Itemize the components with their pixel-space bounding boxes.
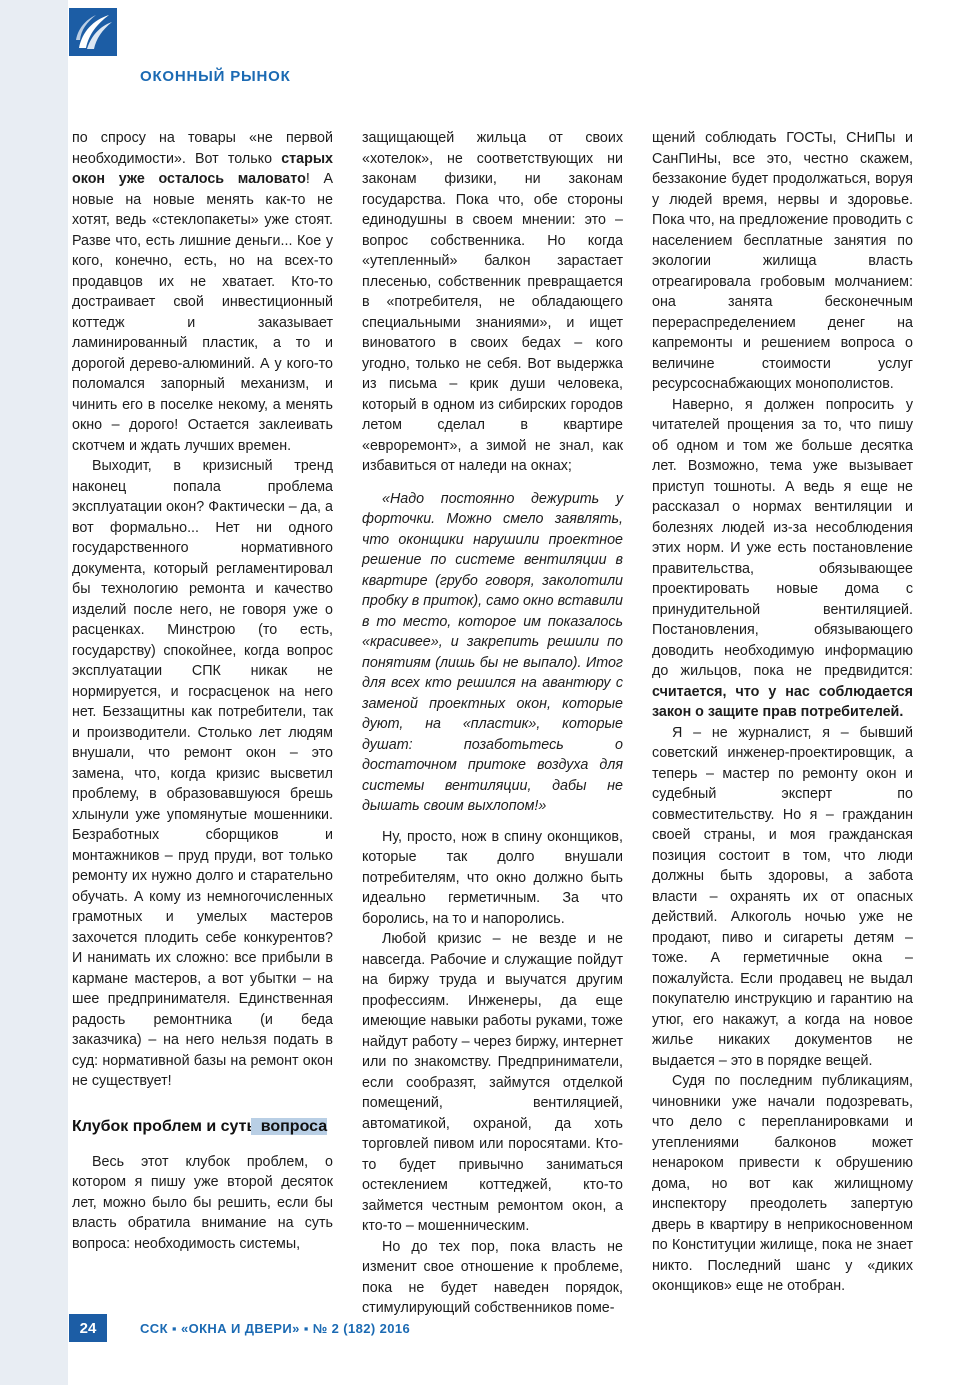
article-column-2 bbox=[362, 128, 623, 1319]
text-run: по спросу на товары «не первой необходимости». Вот только bbox=[72, 130, 333, 167]
text-run: Но до тех пор, пока власть не изменит свое отношение к проблеме, пока не будет наведен порядок, стимулирующий собственников поме- bbox=[362, 1238, 623, 1316]
paragraph bbox=[652, 1071, 913, 1297]
publisher-logo bbox=[69, 8, 117, 56]
text-run: «Надо постоянно дежурить у форточки. Можно смело заявлять, что оконщики нарушили проектное решение по системе вентиляции в квартире (грубо говоря, заколотили пробку в приток), само окно вставили в то место, которое им показалось «красивее», и закрепить решили по понятиям (лишь бы не выпало). Итог для всех кто решился на авантюру с заменой проектных окон, которые дуют, на «пластик», которые душат: позаботьтесь о достаточном притоке воздуха для системы вентиляции, дабы не дышать своим выхлопом!» bbox=[362, 490, 623, 814]
text-run: Клубок проблем и суть bbox=[72, 1117, 261, 1135]
paragraph bbox=[652, 395, 913, 723]
section-heading bbox=[72, 1116, 333, 1138]
text-run: ! А новые на новые менять как-то не хотят, ведь «стеклопакеты» уже стоят. Разве что, есть лишние деньги... Кое у кого, конечно, есть, но на всех-то продавцов их не хватает. Кто-то достраивает свой инвестиционный коттедж и заказывает ламинированный пластик, а то и дорогой дерево-алюминий. А у кого-то поломался запорный механизм, и чинить его в поселке некому, а менять окно – дорого! Остается заклеивать скотчем и ждать лучших времен. bbox=[72, 171, 333, 454]
text-run: Выходит, в кризисный тренд наконец попала проблема эксплуатации окон? Фактически – да, а вот формально... Нет ни одного государственного нормативного документа, который регламентировал бы технологию ремонта и качество изделий после него, не говоря уже о расценках. Минстрою (то есть, государству) спокойнее, когда вопрос эксплуатации СПК никак не нормируется, и госрасценок на него нет. Беззащитны как потребители, так и производители. Столько лет людям внушали, что ремонт окон – это замена, что, когда кризис высветил проблему, в образовавшуюся брешь хлынули уже упомянутые мошенники. Безработных сборщиков и монтажников – пруд пруди, вот только ремонту их нужно долго и старательно обучать. А кому из немногочисленных грамотных и умелых мастеров захочется плодить себе конкурентов? И нанимать их сложно: все прибыли в кармане мастеров, а вот убытки – на шее предпринимателя. Единственная радость ремонтника (и беда заказчика) – на него нельзя подать в суд: нормативной базы на ремонт окон не существует! bbox=[72, 458, 333, 1089]
paragraph bbox=[72, 128, 333, 456]
text-run: Судя по последним публикациям, чиновники уже начали подозревать, что дело с перепланировками и утеплениями балконов может ненароком привести к обрушению дома, но вот как жилищному инспектору преодолеть запертую дверь в квартиру в неприкосновенном по Конституции жилище, пока не знает никто. Последний шанс у «диких оконщиков» еще не отобран. bbox=[652, 1073, 913, 1294]
footer-journal-info: ССК ▪ «ОКНА И ДВЕРИ» ▪ № 2 (182) 2016 bbox=[140, 1321, 411, 1336]
section-label: ОКОННЫЙ РЫНОК bbox=[140, 68, 291, 85]
text-run: Наверно, я должен попросить у читателей прощения за то, что пишу об одном и том же больше десятка лет. Возможно, тема уже вызывает приступ тошноты. А ведь я еще не рассказал о нормах вентиляции и болезнях людей из-за несоблюдения этих норм. И уже есть постановление правительства, обязывающее проектировать новые дома с принудительной вентиляцией. Постановления, обязывающего доводить необходимую информацию до жильцов, пока не предвидится: bbox=[652, 396, 913, 679]
text-run: Я – не журналист, я – бывший советский инженер-проектировщик, а теперь – мастер по ремонту окон и судебный эксперт по совместительству. Но я – гражданин своей страны, и моя гражданская позиция состоит в том, что люди должны быть здоровы, а забота власти – охранять их от опасных действий. Алкоголь ночью уже не продают, пиво и сигареты детям – тоже. А герметичные окна – пожалуйста. Если продавец не выдал покупателю инструкцию и гарантию на утюг, его накажут, а когда на новое жилье никаких документов не выдается – это в порядке вещей. bbox=[652, 724, 913, 1069]
paragraph bbox=[652, 128, 913, 395]
page-number: 24 bbox=[69, 1314, 107, 1342]
paragraph bbox=[362, 489, 623, 817]
text-run: защищающей жильца от своих «хотелок», не соответствующих ни законам физики, ни законам государства. Пока что, обе стороны единодушны в своем мнении: это – вопрос собственника. Но когда «утепленный» балкон зарастает плесенью, собственник превращается в «потребителя, не обладающего специальными знаниями», и ищет виноватого в своих бедах – кого угодно, только не себя. Вот выдержка из письма – крик души человека, который в одном из сибирских городов летом сделал в квартире «евроремонт», а зимой не знал, как избавиться от наледи на окнах; bbox=[362, 130, 623, 474]
paragraph bbox=[72, 1152, 333, 1255]
paragraph bbox=[652, 723, 913, 1072]
paragraph bbox=[362, 1237, 623, 1319]
logo-swoosh-icon bbox=[69, 8, 117, 56]
paragraph bbox=[362, 929, 623, 1237]
left-margin-strip bbox=[0, 0, 68, 1385]
text-run: Весь этот клубок проблем, о котором я пишу уже второй десяток лет, можно было бы решить, если бы власть обратила внимание на суть вопроса: необходимость системы, bbox=[72, 1153, 333, 1252]
text-run: Ну, просто, нож в спину оконщиков, которые так долго внушали потребителям, что окно должно быть идеально герметичным. За что боролись, на то и напоролись. bbox=[362, 828, 623, 927]
paragraph bbox=[362, 827, 623, 930]
paragraph bbox=[362, 128, 623, 477]
paragraph bbox=[72, 456, 333, 1092]
article-column-1 bbox=[72, 128, 333, 1319]
bold-text: старых окон уже осталось маловато bbox=[72, 150, 333, 187]
article-body bbox=[72, 128, 914, 1319]
bold-text: считается, что у нас соблюдается закон о защите прав потребителей. bbox=[652, 683, 913, 720]
article-column-3 bbox=[652, 128, 913, 1319]
highlighted-text: вопроса bbox=[260, 1117, 328, 1135]
text-run: Любой кризис – не везде и не навсегда. Рабочие и служащие пойдут на биржу труда и выучатся другим профессиям. Инженеры, да еще имеющие навыки работы руками, тоже найдут работу – через биржу, интернет или по знакомству. Предприниматели, если сообразят, займутся отделкой помещений, вентиляцией, автоматикой, охраной, да хоть торговлей пивом или поросятами. Кто-то будет привычно заниматься остеклением коттеджей, кто-то займется честным ремонтом окон, а кто-то – мошенническим. bbox=[362, 931, 623, 1234]
text-run: щений соблюдать ГОСТы, СНиПы и СанПиНы, все это, честно скажем, беззаконие будет продолжаться, воруя у людей время, нервы и здоровье. Пока что, на предложение проводить с населением бесплатные занятия по экологии жилища власть отреагировала гробовым молчанием: она занята бесконечным перераспределением денег на капремонты и решением вопроса о величине стоимости услуг ресурсоснабжающих монополистов. bbox=[652, 130, 913, 392]
